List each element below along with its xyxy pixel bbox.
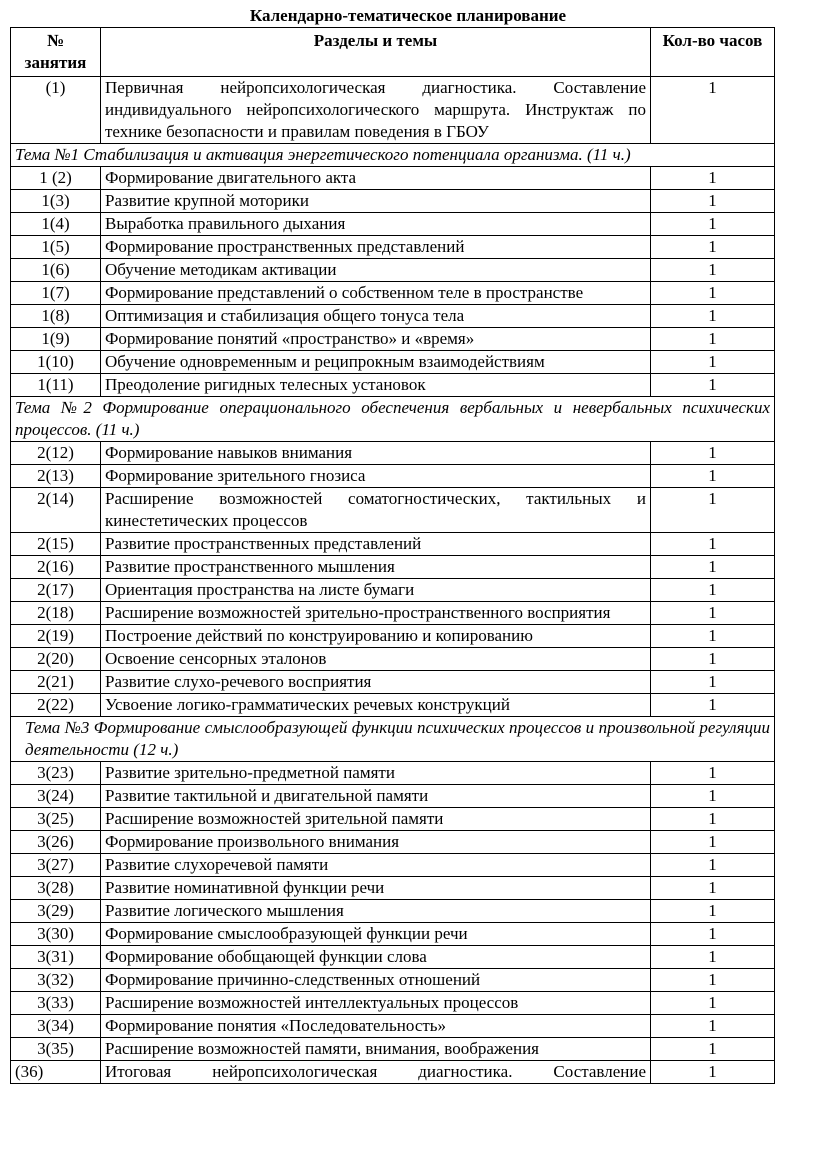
table-row (11, 923, 775, 946)
lesson-topic: Оптимизация и стабилизация общего тонуса тела (101, 305, 651, 328)
lesson-number: 2(20) (11, 648, 101, 671)
lesson-number: 2(13) (11, 465, 101, 488)
lesson-number: (36) (11, 1061, 101, 1084)
table-row (11, 351, 775, 374)
lesson-number: 3(27) (11, 854, 101, 877)
lesson-number: 3(29) (11, 900, 101, 923)
lesson-topic: Формирование пространственных представлений (101, 236, 651, 259)
lesson-hours: 1 (651, 374, 775, 397)
lesson-number: 2(21) (11, 671, 101, 694)
lesson-hours: 1 (651, 1061, 775, 1084)
table-row (11, 854, 775, 877)
document-title: Календарно-тематическое планирование (249, 6, 567, 25)
table-row (11, 236, 775, 259)
lesson-hours: 1 (651, 946, 775, 969)
table-row (11, 625, 775, 648)
lesson-hours: 1 (651, 328, 775, 351)
table-header-row (11, 28, 775, 77)
lesson-topic: Расширение возможностей зрительной памяти (101, 808, 651, 831)
table-row (11, 77, 775, 144)
lesson-topic: Развитие крупной моторики (101, 190, 651, 213)
lesson-topic: Обучение методикам активации (101, 259, 651, 282)
lesson-hours: 1 (651, 1038, 775, 1061)
lesson-number: 1(9) (11, 328, 101, 351)
table-row (11, 465, 775, 488)
lesson-number: 2(19) (11, 625, 101, 648)
lesson-topic: Формирование обобщающей функции слова (101, 946, 651, 969)
lesson-number: 1(8) (11, 305, 101, 328)
theme-heading: Тема №1 Стабилизация и активация энергетического потенциала организма. (11 ч.) (11, 144, 775, 167)
theme-heading: Тема №2 Формирование операционального обеспечения вербальных и невербальных психических процессов. (11 ч.) (11, 397, 775, 442)
table-row (11, 556, 775, 579)
table-row (11, 992, 775, 1015)
lesson-hours: 1 (651, 236, 775, 259)
table-row (11, 328, 775, 351)
table-row (11, 900, 775, 923)
lesson-topic: Формирование понятий «пространство» и «время» (101, 328, 651, 351)
lesson-hours: 1 (651, 351, 775, 374)
lesson-number: 2(18) (11, 602, 101, 625)
table-row (11, 694, 775, 717)
lesson-hours: 1 (651, 992, 775, 1015)
lesson-hours: 1 (651, 556, 775, 579)
lesson-number: 3(30) (11, 923, 101, 946)
lesson-topic: Формирование причинно-следственных отношений (101, 969, 651, 992)
lesson-number: 3(31) (11, 946, 101, 969)
table-row (11, 648, 775, 671)
lesson-number: 1(11) (11, 374, 101, 397)
lesson-number: 3(24) (11, 785, 101, 808)
lesson-topic: Формирование представлений о собственном теле в пространстве (101, 282, 651, 305)
lesson-topic: Обучение одновременным и реципрокным взаимодействиям (101, 351, 651, 374)
lesson-number: 3(26) (11, 831, 101, 854)
lesson-number: 2(12) (11, 442, 101, 465)
table-row (11, 488, 775, 533)
theme-heading: Тема №3 Формирование смыслообразующей функции психических процессов и произвольной регуляции деятельности (12 ч.) (11, 717, 775, 762)
lesson-hours: 1 (651, 167, 775, 190)
table-row (11, 213, 775, 236)
lesson-topic: Освоение сенсорных эталонов (101, 648, 651, 671)
table-row (11, 374, 775, 397)
lesson-hours: 1 (651, 785, 775, 808)
lesson-number: 3(33) (11, 992, 101, 1015)
lesson-hours: 1 (651, 671, 775, 694)
table-row (11, 877, 775, 900)
lesson-hours: 1 (651, 854, 775, 877)
lesson-number: 2(14) (11, 488, 101, 533)
lesson-topic: Расширение возможностей памяти, внимания, воображения (101, 1038, 651, 1061)
table-row (11, 1061, 775, 1084)
theme-row (11, 397, 775, 442)
lesson-topic: Формирование понятия «Последовательность» (101, 1015, 651, 1038)
lesson-topic: Расширение возможностей интеллектуальных процессов (101, 992, 651, 1015)
lesson-hours: 1 (651, 923, 775, 946)
table-row (11, 762, 775, 785)
table-row (11, 167, 775, 190)
lesson-hours: 1 (651, 831, 775, 854)
header-hours: Кол-во часов (651, 28, 775, 77)
lesson-topic: Формирование зрительного гнозиса (101, 465, 651, 488)
table-row (11, 305, 775, 328)
lesson-topic: Формирование смыслообразующей функции речи (101, 923, 651, 946)
table-row (11, 579, 775, 602)
lesson-hours: 1 (651, 259, 775, 282)
lesson-topic: Развитие номинативной функции речи (101, 877, 651, 900)
lesson-hours: 1 (651, 808, 775, 831)
lesson-number: 2(16) (11, 556, 101, 579)
lesson-topic: Формирование произвольного внимания (101, 831, 651, 854)
lesson-number: 3(23) (11, 762, 101, 785)
table-row (11, 602, 775, 625)
table-row (11, 190, 775, 213)
lesson-number: 1(5) (11, 236, 101, 259)
lesson-hours: 1 (651, 305, 775, 328)
lesson-topic: Расширение возможностей соматогностических, тактильных и кинестетических процессов (101, 488, 651, 533)
table-row (11, 1015, 775, 1038)
planning-table (10, 27, 775, 1084)
lesson-hours: 1 (651, 602, 775, 625)
table-row (11, 671, 775, 694)
lesson-number: 3(25) (11, 808, 101, 831)
lesson-number: (1) (11, 77, 101, 144)
lesson-topic: Развитие пространственных представлений (101, 533, 651, 556)
lesson-hours: 1 (651, 579, 775, 602)
lesson-topic: Выработка правильного дыхания (101, 213, 651, 236)
lesson-number: 3(28) (11, 877, 101, 900)
table-body (11, 77, 775, 1084)
table-row (11, 282, 775, 305)
lesson-number: 1(10) (11, 351, 101, 374)
lesson-hours: 1 (651, 900, 775, 923)
lesson-hours: 1 (651, 625, 775, 648)
lesson-number: 1(4) (11, 213, 101, 236)
lesson-hours: 1 (651, 762, 775, 785)
table-row (11, 808, 775, 831)
theme-row (11, 717, 775, 762)
lesson-topic: Развитие слухо-речевого восприятия (101, 671, 651, 694)
lesson-topic: Итоговая нейропсихологическая диагностика. Составление (101, 1061, 651, 1084)
lesson-topic: Первичная нейропсихологическая диагностика. Составление индивидуального нейропсихологического маршрута. Инструктаж по технике безопасности и правилам поведения в ГБОУ (101, 77, 651, 144)
header-lesson-number: № занятия (11, 28, 101, 77)
header-sections-topics: Разделы и темы (101, 28, 651, 77)
table-row (11, 533, 775, 556)
lesson-topic: Ориентация пространства на листе бумаги (101, 579, 651, 602)
lesson-number: 1(7) (11, 282, 101, 305)
lesson-topic: Развитие тактильной и двигательной памяти (101, 785, 651, 808)
lesson-number: 2(22) (11, 694, 101, 717)
lesson-topic: Формирование двигательного акта (101, 167, 651, 190)
lesson-topic: Развитие пространственного мышления (101, 556, 651, 579)
lesson-topic: Преодоление ригидных телесных установок (101, 374, 651, 397)
lesson-number: 3(32) (11, 969, 101, 992)
lesson-topic: Формирование навыков внимания (101, 442, 651, 465)
lesson-topic: Построение действий по конструированию и копированию (101, 625, 651, 648)
lesson-hours: 1 (651, 77, 775, 144)
lesson-topic: Развитие слухоречевой памяти (101, 854, 651, 877)
lesson-hours: 1 (651, 969, 775, 992)
theme-row (11, 144, 775, 167)
lesson-number: 2(15) (11, 533, 101, 556)
lesson-topic: Расширение возможностей зрительно-пространственного восприятия (101, 602, 651, 625)
lesson-hours: 1 (651, 648, 775, 671)
lesson-hours: 1 (651, 213, 775, 236)
table-row (11, 785, 775, 808)
table-row (11, 1038, 775, 1061)
lesson-number: 1 (2) (11, 167, 101, 190)
lesson-hours: 1 (651, 877, 775, 900)
lesson-number: 1(6) (11, 259, 101, 282)
lesson-hours: 1 (651, 442, 775, 465)
lesson-hours: 1 (651, 465, 775, 488)
lesson-hours: 1 (651, 488, 775, 533)
table-row (11, 946, 775, 969)
lesson-topic: Развитие логического мышления (101, 900, 651, 923)
lesson-hours: 1 (651, 1015, 775, 1038)
lesson-number: 1(3) (11, 190, 101, 213)
lesson-hours: 1 (651, 533, 775, 556)
lesson-number: 3(34) (11, 1015, 101, 1038)
table-row (11, 969, 775, 992)
table-row (11, 831, 775, 854)
lesson-hours: 1 (651, 694, 775, 717)
lesson-topic: Развитие зрительно-предметной памяти (101, 762, 651, 785)
table-row (11, 442, 775, 465)
lesson-number: 2(17) (11, 579, 101, 602)
lesson-hours: 1 (651, 190, 775, 213)
lesson-hours: 1 (651, 282, 775, 305)
table-row (11, 259, 775, 282)
lesson-number: 3(35) (11, 1038, 101, 1061)
lesson-topic: Усвоение логико-грамматических речевых конструкций (101, 694, 651, 717)
